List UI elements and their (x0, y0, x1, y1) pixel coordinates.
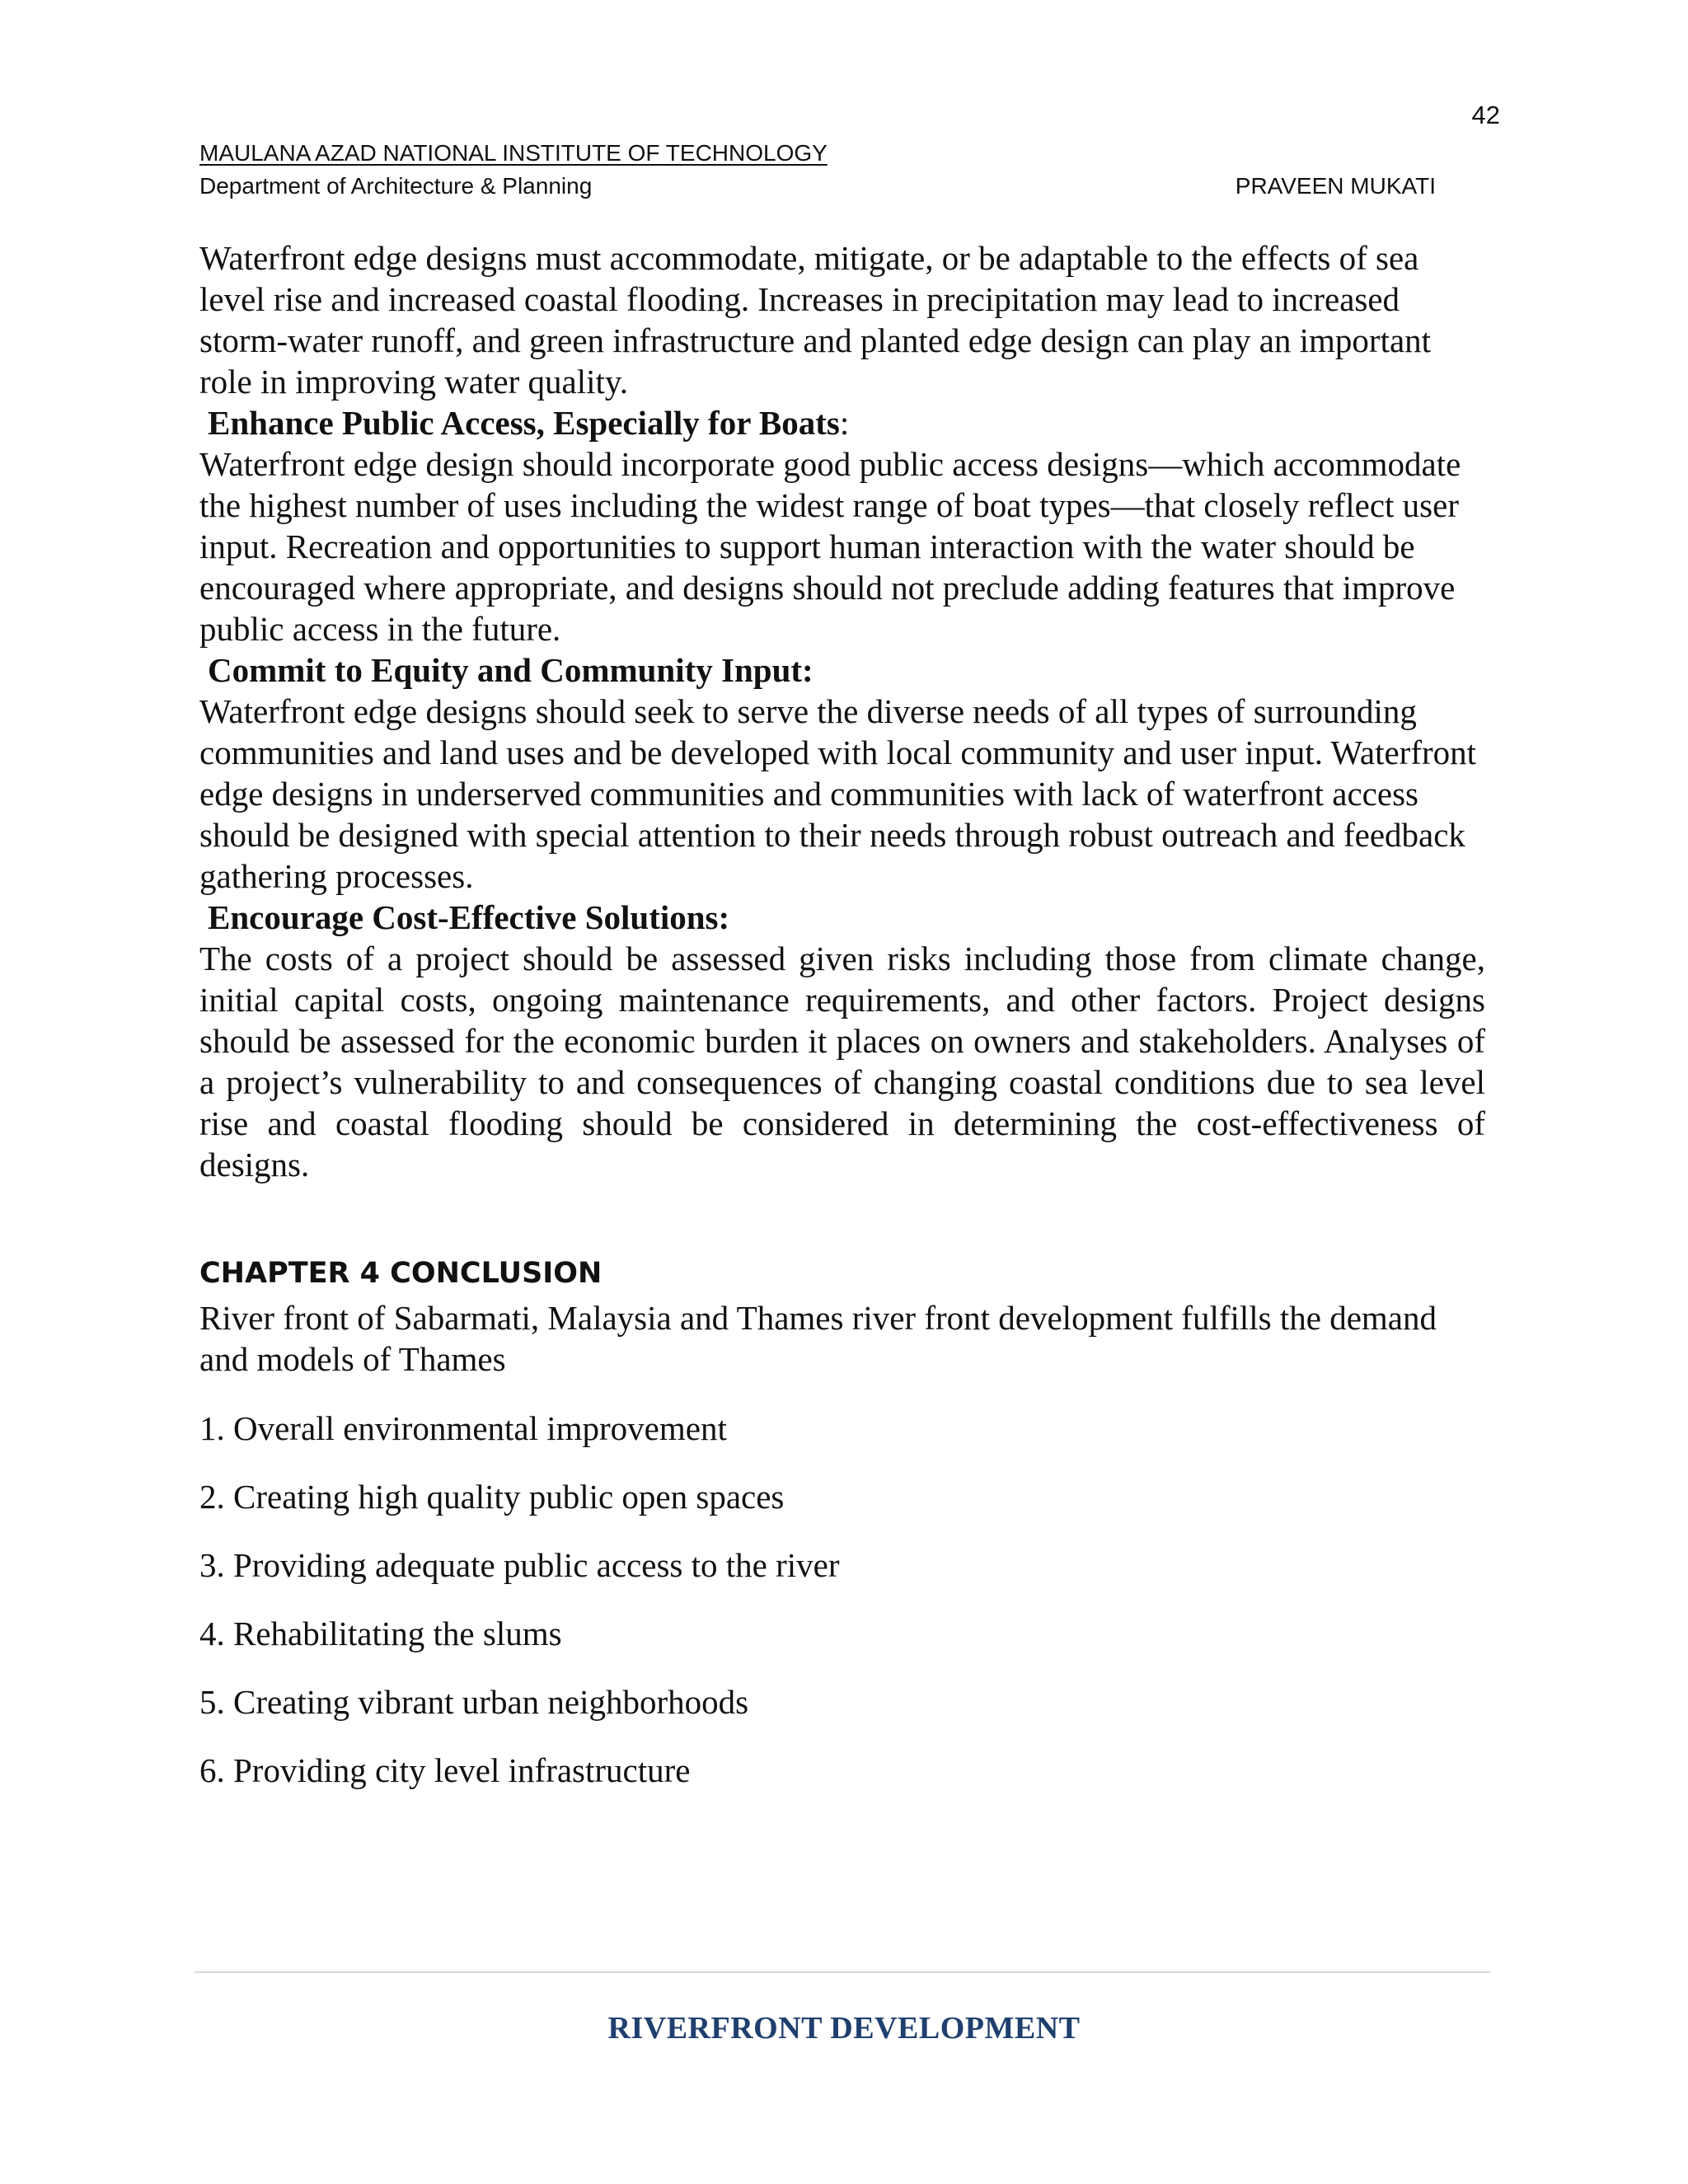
footer-divider (195, 1971, 1490, 1973)
list-item: 3. Providing adequate public access to the river (199, 1546, 840, 1584)
page-header (199, 137, 1436, 203)
section-paragraph-cost: The costs of a project should be assessed given risks including those from climate change, initial capital costs, ongoing maintenance requirements, and other factors. Project designs should be assessed for the economic burden it places on owners and stakeholders. Analyses of a project’s vulnerability to and consequences of changing coastal conditions due to sea level rise and coastal flooding should be considered in determining the cost-effectiveness of designs. (199, 940, 1485, 1183)
list-item: 6. Providing city level infrastructure (199, 1751, 691, 1789)
section-paragraph-public-access: Waterfront edge design should incorporate good public access designs—which accommodate the highest number of uses including the widest range of boat types—that closely reflect user input. Recreation and opportunities to support human interaction with the water should be encouraged where appropriate, and designs should not preclude adding features that improve public access in the future. (199, 445, 1461, 648)
list-item: 5. Creating vibrant urban neighborhoods (199, 1683, 749, 1721)
footer-title: RIVERFRONT DEVELOPMENT (607, 2011, 1081, 2046)
conclusion-text: River front of Sabarmati, Malaysia and Thames river front development fulfills the demand and models of Thames (199, 1299, 1437, 1378)
header-row (199, 170, 1436, 203)
list-item: 1. Overall environmental improvement (199, 1409, 727, 1447)
section-paragraph-equity: Waterfront edge designs should seek to serve the diverse needs of all types of surrounding communities and land uses and be developed with local community and user input. Waterfront edge designs in underserved communities and communities with lack of waterfront access should be designed with special attention to their needs through robust outreach and feedback gathering processes. (199, 692, 1477, 895)
section-heading-public-access (199, 402, 1485, 443)
section-heading-equity: Commit to Equity and Community Input: (208, 651, 814, 689)
intro-paragraph: Waterfront edge designs must accommodate, mitigate, or be adaptable to the effects of sea level rise and increased coastal flooding. Increases in precipitation may lead to increased storm-water runoff, and green infrastructure and planted edge design can play an important role in improving water quality. (199, 239, 1432, 401)
header-institute: MAULANA AZAD NATIONAL INSTITUTE OF TECHNOLOGY (199, 140, 828, 166)
conclusion-paragraph (199, 1297, 1485, 1380)
list-item: 2. Creating high quality public open spaces (199, 1478, 785, 1516)
section-heading-suffix: : (839, 404, 850, 442)
header-department: Department of Architecture & Planning (199, 173, 593, 199)
page-number: 42 (1471, 101, 1500, 129)
chapter-title: CHAPTER 4 CONCLUSION (199, 1257, 603, 1290)
section-heading-cost: Encourage Cost-Effective Solutions: (208, 898, 730, 936)
header-author: PRAVEEN MUKATI (1235, 173, 1436, 199)
section-heading-text: Enhance Public Access, Especially for Boats (208, 404, 840, 442)
body-text (199, 237, 1485, 1185)
list-item: 4. Rehabilitating the slums (199, 1615, 562, 1652)
conclusion-list (199, 1408, 1353, 1818)
